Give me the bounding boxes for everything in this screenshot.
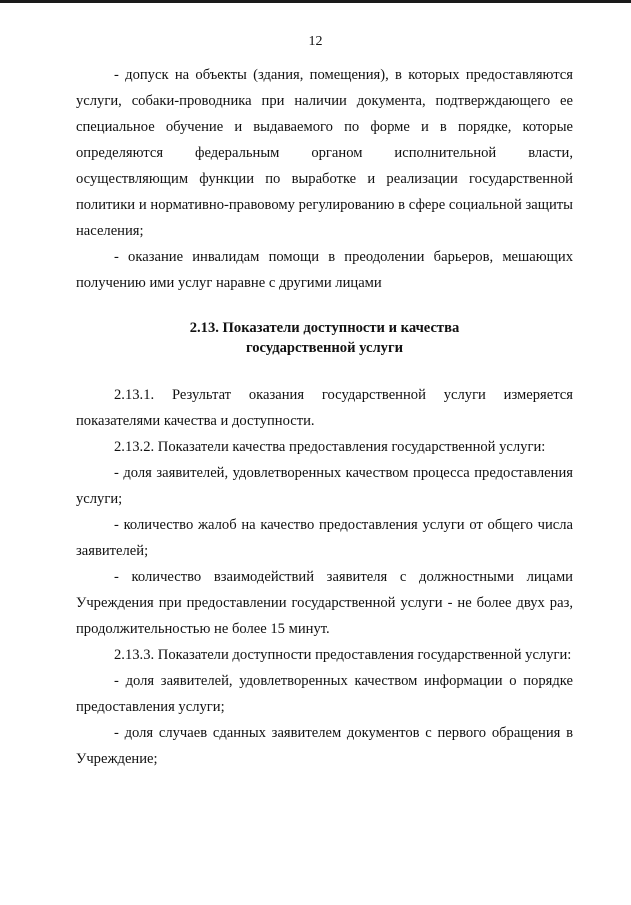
document-body <box>76 62 573 772</box>
paragraph-2-13-3: 2.13.3. Показатели доступности предоставления государственной услуги: <box>114 647 572 663</box>
paragraph-interactions-count: - количество взаимодействий заявителя с должностными лицами Учреждения при предоставлении государственной услуги - не более двух раз, продолжительностью не более 15 минут. <box>76 569 573 637</box>
paragraph-2-13-2: 2.13.2. Показатели качества предоставления государственной услуги: <box>114 439 546 455</box>
paragraph-complaints-count: - количество жалоб на качество предоставления услуги от общего числа заявителей; <box>76 517 573 559</box>
paragraph-2-13-1: 2.13.1. Результат оказания государственной услуги измеряется показателями качества и доступности. <box>76 387 573 429</box>
paragraph-guide-dog-access: - допуск на объекты (здания, помещения), в которых предоставляются услуги, собаки-проводника при наличии документа, подтверждающего ее специальное обучение и выдаваемого по форме и в порядке, которые определяются федеральным органом исполнительной власти, осуществляющим функции по выработке и реализации государственной политики и нормативно-правовому регулированию в сфере социальной защиты населения; <box>76 67 573 239</box>
page-number: 12 <box>308 34 323 49</box>
paragraph-first-submission-share: - доля случаев сданных заявителем документов с первого обращения в Учреждение; <box>76 725 573 767</box>
spacer <box>76 358 573 382</box>
paragraph-share-satisfied-process: - доля заявителей, удовлетворенных качеством процесса предоставления услуги; <box>76 465 573 507</box>
paragraph-share-satisfied-information: - доля заявителей, удовлетворенных качеством информации о порядке предоставления услуги; <box>76 673 573 715</box>
spacer <box>76 296 573 318</box>
paragraph-barrier-assistance: - оказание инвалидам помощи в преодолении барьеров, мешающих получению ими услуг наравне с другими лицами <box>76 249 573 291</box>
page-top-edge <box>0 0 631 3</box>
section-heading-line-2: государственной услуги <box>245 340 404 356</box>
section-heading-line-1: 2.13. Показатели доступности и качества <box>189 320 460 336</box>
